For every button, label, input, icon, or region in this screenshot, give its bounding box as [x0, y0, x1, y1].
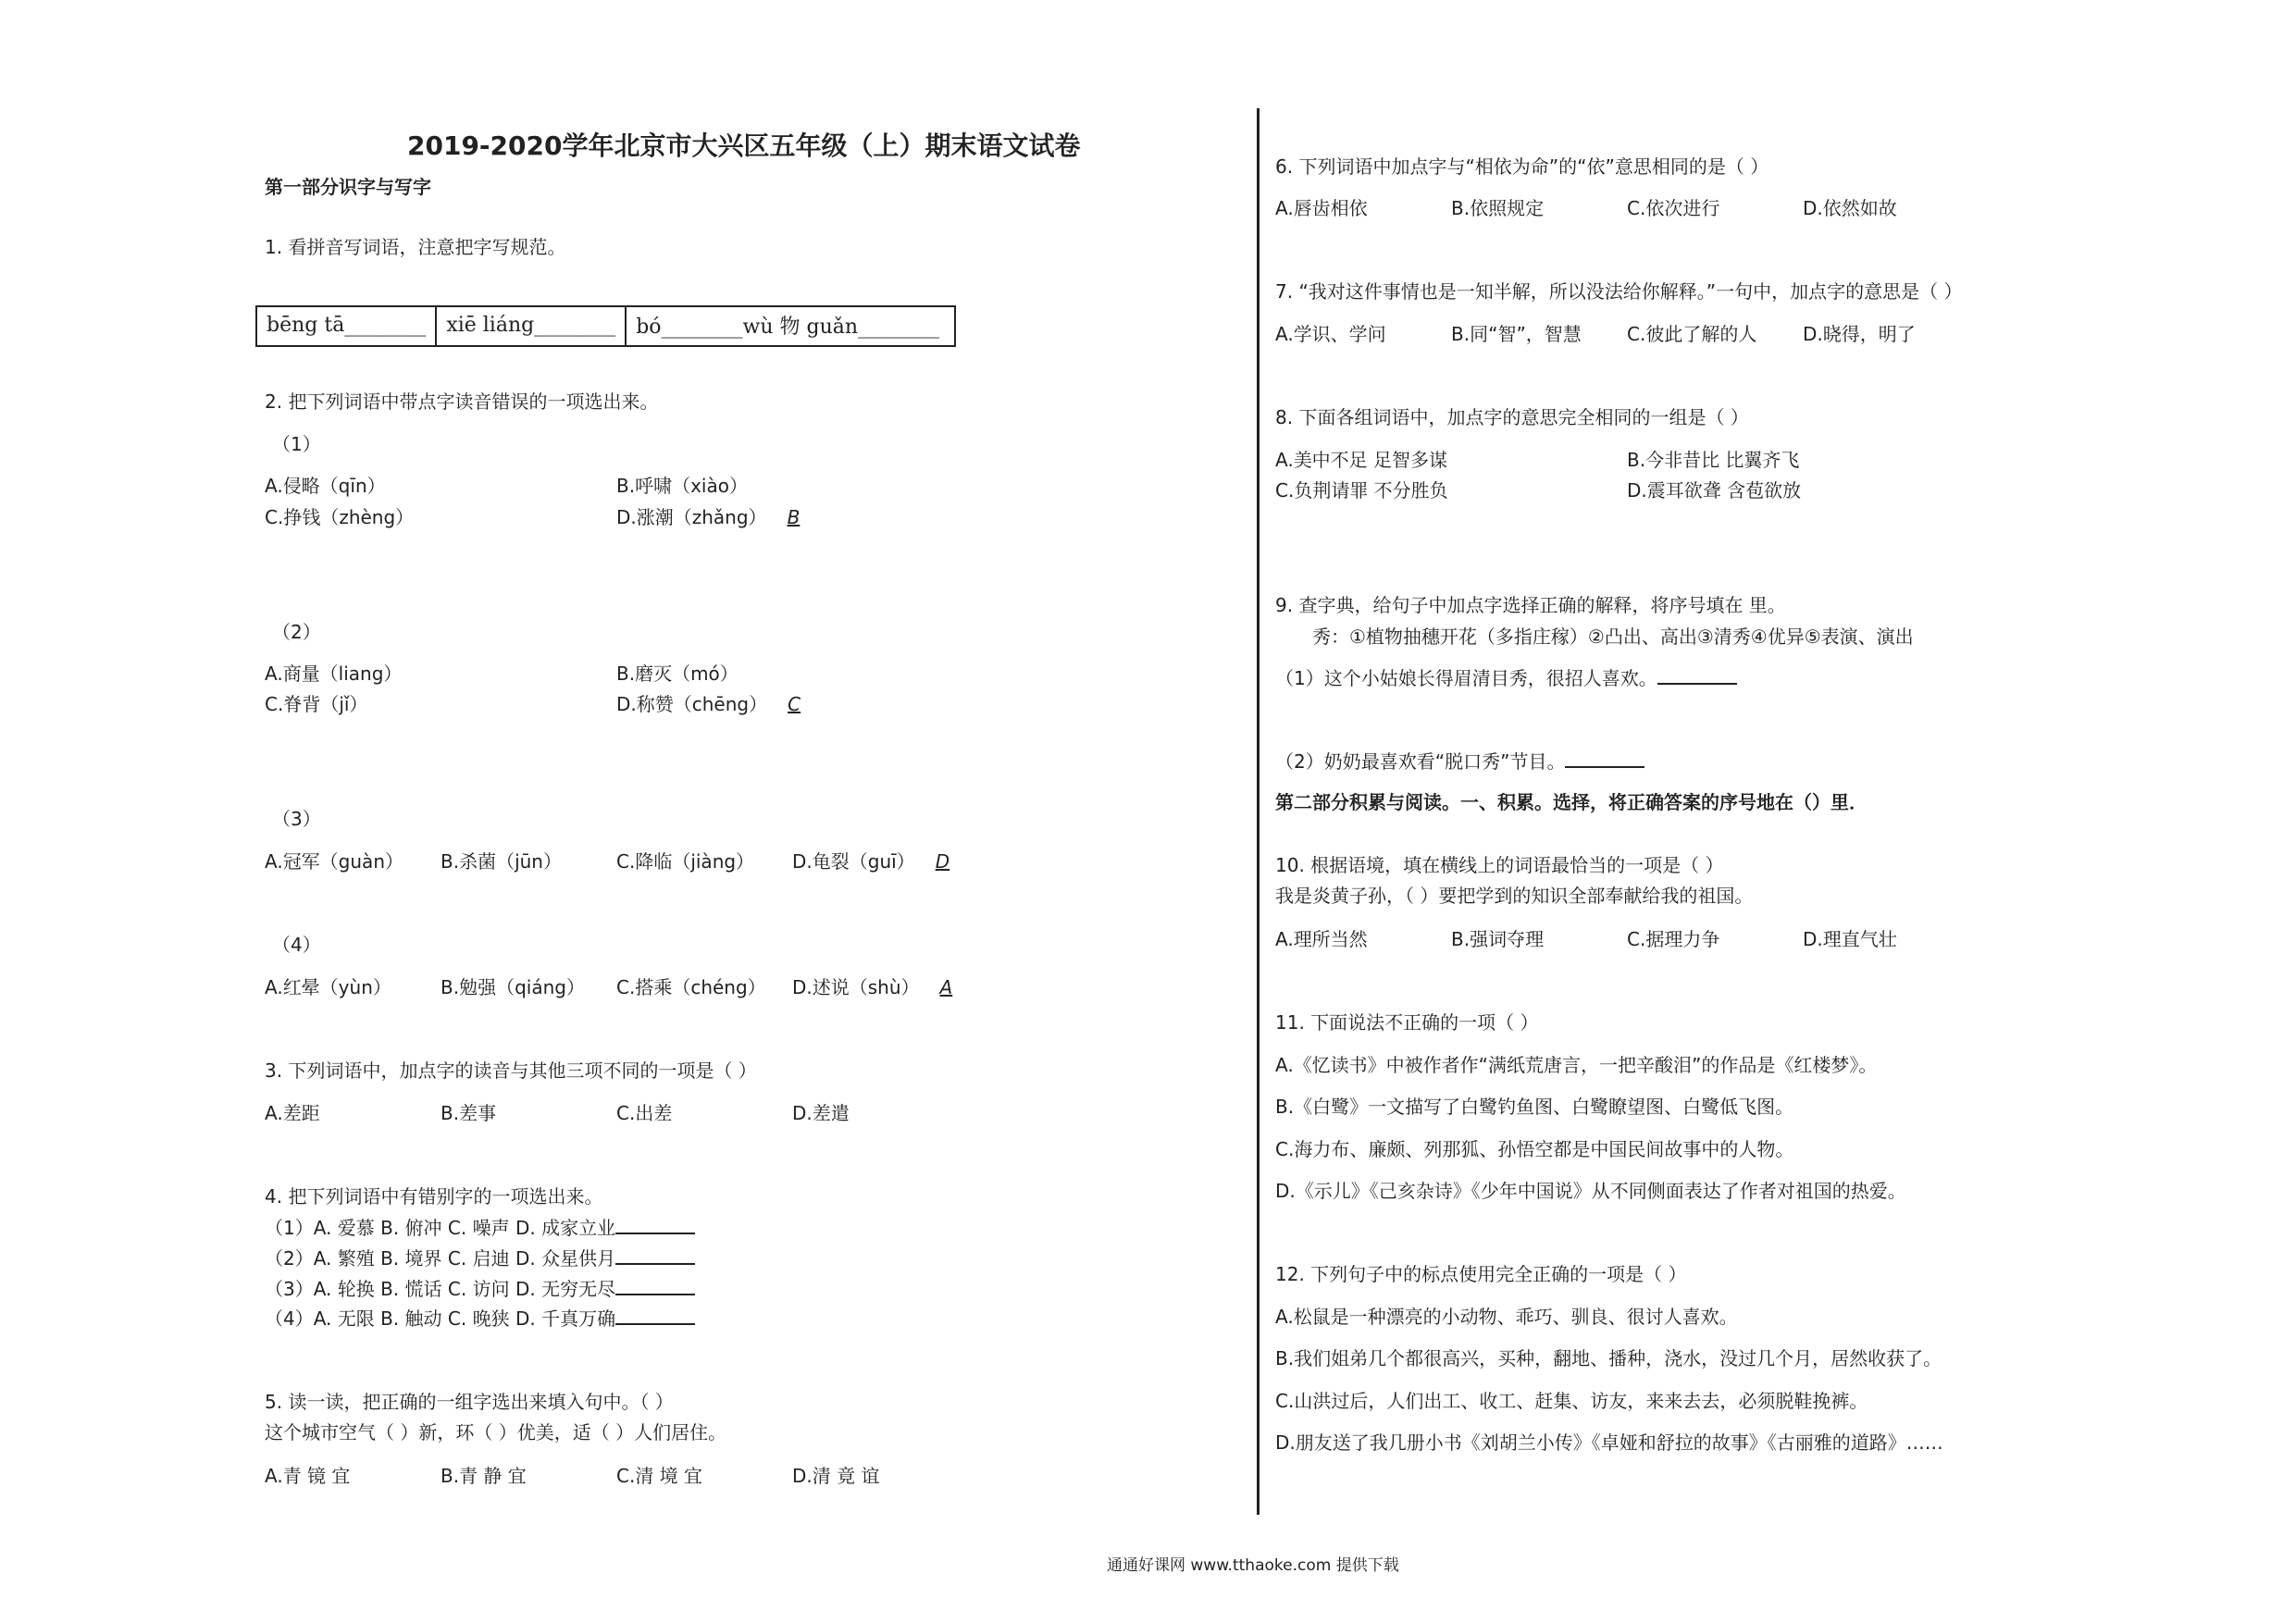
- answer-blank[interactable]: [615, 1262, 695, 1265]
- q2-group4-label: （4）: [272, 934, 321, 956]
- q2-g1-option-d: D.涨潮（zhǎng） B: [616, 506, 800, 528]
- pinyin-table: [255, 305, 956, 347]
- q2-g1-option-a: A.侵略（qīn）: [265, 475, 386, 497]
- pinyin-cell-2: xiē liáng________: [436, 306, 626, 346]
- q3-prompt: 3. 下列词语中，加点字的读音与其他三项不同的一项是（ ）: [265, 1059, 757, 1082]
- footer-credit: 通通好课网 www.tthaoke.com 提供下载: [1107, 1556, 1399, 1575]
- q12-prompt: 12. 下列句子中的标点使用完全正确的一项是（ ）: [1275, 1263, 1687, 1285]
- page-title: 2019-2020学年北京市大兴区五年级（上）期末语文试卷: [407, 130, 1081, 161]
- q5-option-d: D.清 竟 谊: [792, 1465, 880, 1487]
- q4-line-4: （4）A. 无限 B. 触动 C. 晚狭 D. 千真万确: [265, 1308, 695, 1330]
- q4-line-3: （3）A. 轮换 B. 慌话 C. 访问 D. 无穷无尽: [265, 1279, 695, 1300]
- q2-g2-option-a: A.商量（liang）: [265, 663, 403, 685]
- q2-g2-option-b: B.磨灭（mó）: [616, 663, 738, 685]
- q9-prompt: 9. 查字典，给句子中加点字选择正确的解释，将序号填在 里。: [1275, 594, 1786, 616]
- q11-option-a: A.《忆读书》中被作者作“满纸荒唐言，一把辛酸泪”的作品是《红楼梦》。: [1275, 1054, 1878, 1076]
- q5-prompt: 5. 读一读，把正确的一组字选出来填入句中。（ ）: [265, 1391, 674, 1413]
- q8-prompt: 8. 下面各组词语中，加点字的意思完全相同的一组是（ ）: [1275, 406, 1749, 428]
- q2-g1-option-c: C.挣钱（zhèng）: [265, 506, 415, 528]
- q2-g2-answer: C: [788, 693, 801, 715]
- q2-group2-label: （2）: [272, 621, 321, 643]
- answer-blank[interactable]: [615, 1232, 695, 1234]
- q5-sentence: 这个城市空气（ ）新，环（ ）优美，适（ ）人们居住。: [265, 1421, 727, 1443]
- q6-option-a: A.唇齿相依: [1275, 197, 1368, 219]
- q2-g2-option-d: D.称赞（chēng） C: [616, 693, 801, 715]
- q9-sentence-2: （2）奶奶最喜欢看“脱口秀”节目。: [1275, 751, 1644, 773]
- q5-option-a: A.青 镜 宜: [265, 1465, 351, 1487]
- q6-option-d: D.依然如故: [1803, 197, 1897, 219]
- q9-sentence-1: （1）这个小姑娘长得眉清目秀，很招人喜欢。: [1275, 668, 1737, 689]
- q2-g4-answer: A: [939, 976, 953, 998]
- q6-option-c: C.依次进行: [1627, 197, 1720, 219]
- pinyin-cell-3: bó________wù 物 guǎn________: [626, 306, 955, 346]
- q11-option-d: D.《示儿》《己亥杂诗》《少年中国说》从不同侧面表达了作者对祖国的热爱。: [1275, 1180, 1906, 1202]
- q2-g3-answer: D: [935, 850, 950, 873]
- q12-option-b: B.我们姐弟几个都很高兴，买种，翻地、播种，浇水，没过几个月，居然收获了。: [1275, 1347, 1942, 1369]
- q2-g2-option-c: C.脊背（jǐ）: [265, 693, 368, 715]
- q2-g1-option-b: B.呼啸（xiào）: [616, 475, 748, 497]
- q2-group3-label: （3）: [272, 808, 321, 830]
- q9-definition: 秀：①植物抽穗开花（多指庄稼）②凸出、高出③清秀④优异⑤表演、演出: [1312, 626, 1914, 648]
- answer-blank[interactable]: [1565, 765, 1644, 768]
- q2-g3-option-d: D.龟裂（guī） D: [792, 850, 950, 873]
- q12-option-d: D.朋友送了我几册小书《刘胡兰小传》《卓娅和舒拉的故事》《古丽雅的道路》……: [1275, 1431, 1943, 1454]
- q10-option-a: A.理所当然: [1275, 928, 1368, 950]
- q8-option-b: B.今非昔比 比翼齐飞: [1627, 449, 1800, 471]
- q7-option-b: B.同“智”，智慧: [1451, 323, 1582, 345]
- q3-option-d: D.差遣: [792, 1102, 850, 1124]
- q3-option-a: A.差距: [265, 1102, 320, 1124]
- q11-option-b: B.《白鹭》一文描写了白鹭钓鱼图、白鹭瞭望图、白鹭低飞图。: [1275, 1096, 1794, 1118]
- q1-prompt: 1. 看拼音写词语，注意把字写规范。: [265, 236, 566, 258]
- q8-option-d: D.震耳欲聋 含苞欲放: [1627, 479, 1802, 502]
- answer-blank[interactable]: [615, 1322, 695, 1325]
- q5-option-c: C.清 境 宜: [616, 1465, 703, 1487]
- q3-option-c: C.出差: [616, 1102, 673, 1124]
- q6-prompt: 6. 下列词语中加点字与“相依为命”的“依”意思相同的是（ ）: [1275, 155, 1769, 178]
- q8-option-a: A.美中不足 足智多谋: [1275, 449, 1448, 471]
- q2-group1-label: （1）: [272, 433, 321, 455]
- q4-line-2: （2）A. 繁殖 B. 境界 C. 启迪 D. 众星供月: [265, 1248, 695, 1270]
- q7-option-c: C.彼此了解的人: [1627, 323, 1757, 345]
- q10-sentence: 我是炎黄子孙，（ ）要把学到的知识全部奉献给我的祖国。: [1275, 885, 1754, 907]
- part2-heading: 第二部分积累与阅读。一、积累。选择，将正确答案的序号地在（）里．: [1275, 791, 1868, 813]
- q10-option-b: B.强词夺理: [1451, 928, 1545, 950]
- column-divider: [1257, 108, 1260, 1515]
- q11-option-c: C.海力布、廉颇、列那狐、孙悟空都是中国民间故事中的人物。: [1275, 1138, 1794, 1160]
- q12-option-c: C.山洪过后，人们出工、收工、赶集、访友，来来去去，必须脱鞋挽裤。: [1275, 1390, 1868, 1412]
- q2-g4-option-a: A.红晕（yùn）: [265, 976, 391, 998]
- answer-blank[interactable]: [1657, 682, 1737, 685]
- q7-option-d: D.晓得，明了: [1803, 323, 1916, 345]
- q3-option-b: B.差事: [441, 1102, 497, 1124]
- q2-g1-answer: B: [787, 506, 800, 528]
- q5-option-b: B.青 静 宜: [441, 1465, 527, 1487]
- q10-prompt: 10. 根据语境，填在横线上的词语最恰当的一项是（ ）: [1275, 854, 1724, 876]
- part1-heading: 第一部分识字与写字: [265, 176, 431, 198]
- q2-g3-option-c: C.降临（jiàng）: [616, 850, 755, 873]
- q2-g4-option-d: D.述说（shù） A: [792, 976, 953, 998]
- q10-option-d: D.理直气壮: [1803, 928, 1897, 950]
- q2-prompt: 2. 把下列词语中带点字读音错误的一项选出来。: [265, 390, 659, 413]
- q2-g3-option-b: B.杀菌（jūn）: [441, 850, 562, 873]
- q2-g4-option-c: C.搭乘（chéng）: [616, 976, 766, 998]
- q12-option-a: A.松鼠是一种漂亮的小动物、乖巧、驯良、很讨人喜欢。: [1275, 1306, 1738, 1328]
- answer-blank[interactable]: [615, 1293, 695, 1295]
- q7-prompt: 7. “我对这件事情也是一知半解，所以没法给你解释。”一句中，加点字的意思是（ ）: [1275, 280, 1963, 303]
- q11-prompt: 11. 下面说法不正确的一项（ ）: [1275, 1011, 1539, 1034]
- q2-g4-option-b: B.勉强（qiáng）: [441, 976, 585, 998]
- q4-line-1: （1）A. 爱慕 B. 俯冲 C. 噪声 D. 成家立业: [265, 1218, 695, 1239]
- q4-prompt: 4. 把下列词语中有错别字的一项选出来。: [265, 1185, 603, 1208]
- q8-option-c: C.负荆请罪 不分胜负: [1275, 479, 1448, 502]
- q2-g3-option-a: A.冠军（guàn）: [265, 850, 403, 873]
- q6-option-b: B.依照规定: [1451, 197, 1545, 219]
- q10-option-c: C.据理力争: [1627, 928, 1720, 950]
- pinyin-cell-1: bēng tā________: [256, 306, 436, 346]
- q7-option-a: A.学识、学问: [1275, 323, 1386, 345]
